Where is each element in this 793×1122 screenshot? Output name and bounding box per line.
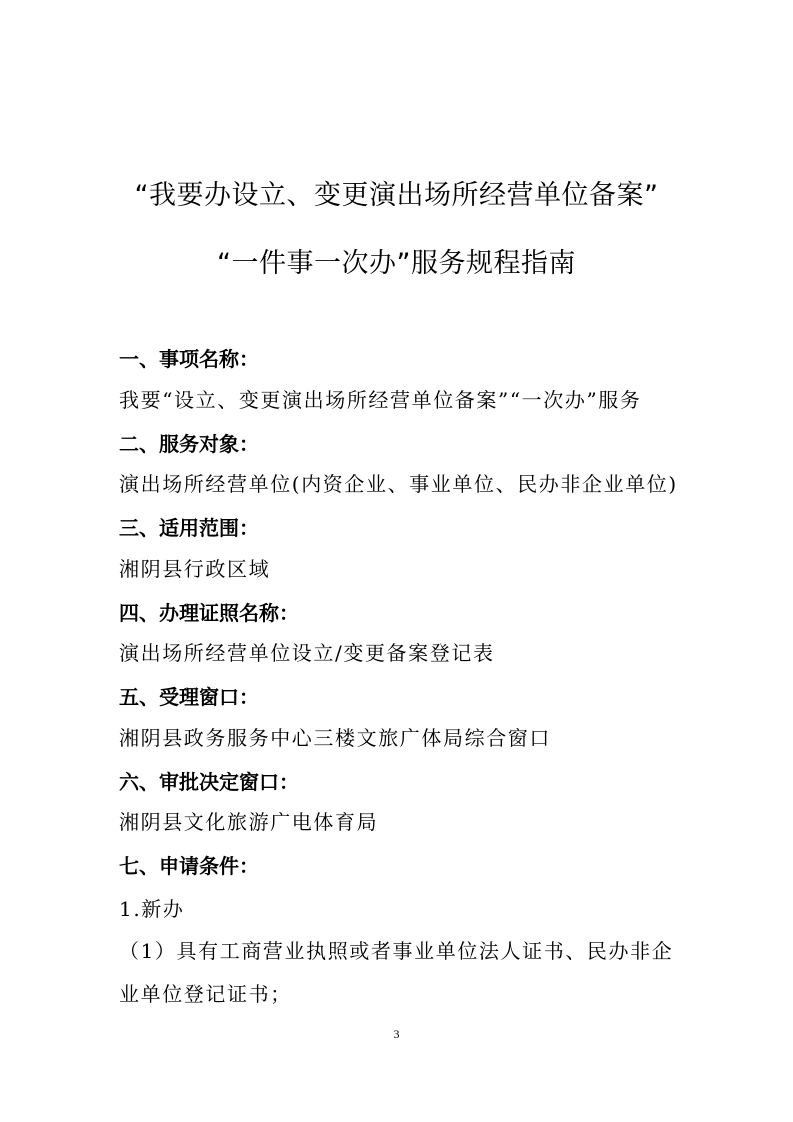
- section-heading-approval-window: 六、审批决定窗口：: [119, 770, 299, 794]
- document-title-line-1: “我要办设立、变更演出场所经营单位备案”: [134, 180, 659, 211]
- section-heading-application-conditions: 七、申请条件：: [119, 854, 259, 878]
- section-text-acceptance-window: 湘阴县政务服务中心三楼文旅广体局综合窗口: [119, 726, 551, 750]
- condition-line-1: （1）具有工商营业执照或者事业单位法人证书、民办非企: [119, 939, 674, 963]
- document-title-line-2: “一件事一次办”服务规程指南: [217, 248, 576, 279]
- section-text-item-name: 我要“设立、变更演出场所经营单位备案”“一次办”服务: [119, 388, 642, 412]
- page-number: 3: [393, 1027, 400, 1041]
- section-text-certificate-name: 演出场所经营单位设立/变更备案登记表: [119, 641, 495, 665]
- section-text-approval-window: 湘阴县文化旅游广电体育局: [119, 810, 379, 834]
- sub-item-new: 1.新办: [119, 897, 185, 921]
- section-text-scope: 湘阴县行政区域: [119, 557, 271, 581]
- section-heading-service-target: 二、服务对象：: [119, 432, 259, 456]
- section-heading-certificate-name: 四、办理证照名称：: [119, 601, 299, 625]
- section-heading-acceptance-window: 五、受理窗口：: [119, 685, 259, 709]
- section-heading-scope: 三、适用范围：: [119, 516, 259, 540]
- section-text-service-target: 演出场所经营单位(内资企业、事业单位、民办非企业单位): [119, 472, 678, 496]
- condition-line-2: 业单位登记证书；: [119, 982, 292, 1006]
- section-heading-item-name: 一、事项名称：: [119, 347, 259, 371]
